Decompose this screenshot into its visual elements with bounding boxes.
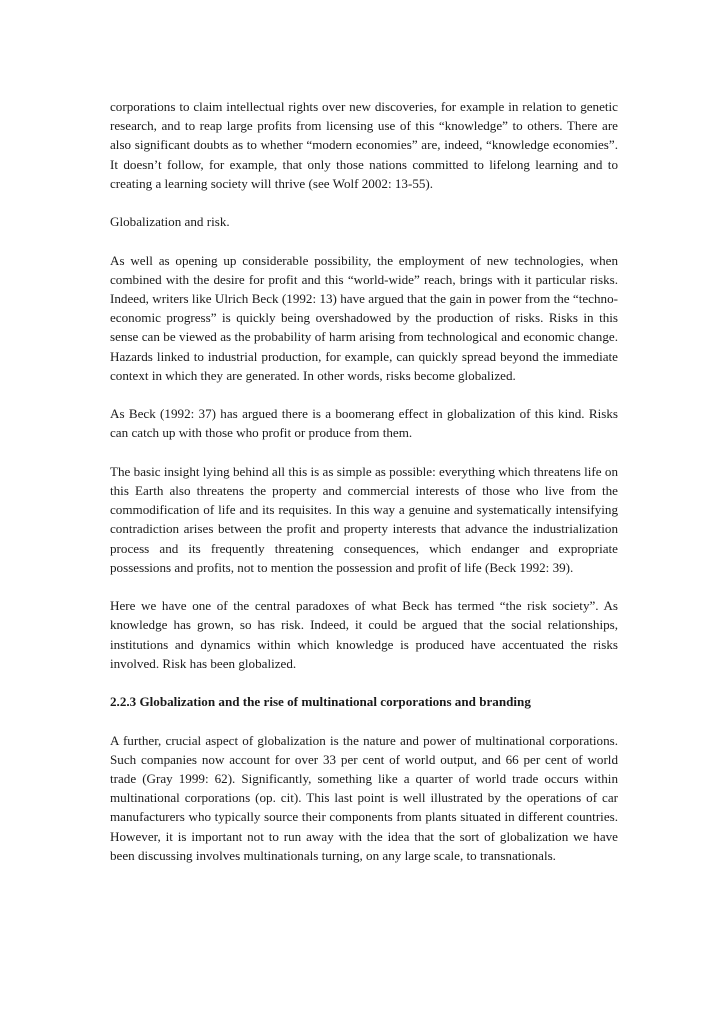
- paragraph-risk-society: Here we have one of the central paradoxes of what Beck has termed “the risk society”. As knowledge has grown, so has risk. Indeed, it could be argued that the social relationships, institutions and dynamics within which knowledge is produced have accentuated the risks involved. Risk has been globalized.: [110, 598, 618, 671]
- section-heading-multinationals: 2.2.3 Globalization and the rise of multinational corporations and branding: [110, 694, 531, 710]
- paragraph-boomerang-effect: As Beck (1992: 37) has argued there is a boomerang effect in globalization of this kind. Risks can catch up with those who profit or produce from them.: [110, 406, 618, 441]
- block-quote-beck: The basic insight lying behind all this is as simple as possible: everything which threatens life on this Earth also threatens the property and commercial interests of those who live from the commodification of life and its requisites. In this way a genuine and systematically intensifying contradiction arises between the profit and property interests that advance the industrialization process and its frequently threatening consequences, which endanger and expropriate possessions and profits, not to mention the possession and profit of life (Beck 1992: 39).: [110, 463, 618, 575]
- paragraph-intellectual-rights: corporations to claim intellectual rights over new discoveries, for example in relation to genetic research, and to reap large profits from licensing use of this “knowledge” to others. There are also significant doubts as to whether “modern economies” are, indeed, “knowledge economies”. It doesn’t follow, for example, that only those nations committed to lifelong learning and to creating a learning society will thrive (see Wolf 2002: 13-55).: [110, 99, 618, 191]
- paragraph-new-technologies-risks: As well as opening up considerable possibility, the employment of new technologies, when combined with the desire for profit and this “world-wide” reach, brings with it particular risks. Indeed, writers like Ulrich Beck (1992: 13) have argued that the gain in power from the “techno-economic progress” is quickly being overshadowed by the production of risks. Risks in this sense can be viewed as the probability of harm arising from technological and economic change. Hazards linked to industrial production, for example, can quickly spread beyond the immediate context in which they are generated. In other words, risks become globalized.: [110, 252, 618, 383]
- document-page: [110, 97, 618, 884]
- paragraph-multinational-corporations: A further, crucial aspect of globalization is the nature and power of multinational corporations. Such companies now account for over 33 per cent of world output, and 66 per cent of world trade (Gray 1999: 62). Significantly, something like a quarter of world trade occurs within multinational corporations (op. cit). This last point is well illustrated by the operations of car manufacturers who typically source their components from plants situated in different countries. However, it is important not to run away with the idea that the sort of globalization we have been discussing involves multinationals turning, on any large scale, to transnationals.: [110, 732, 618, 863]
- subheading-globalization-and-risk: Globalization and risk.: [110, 214, 230, 230]
